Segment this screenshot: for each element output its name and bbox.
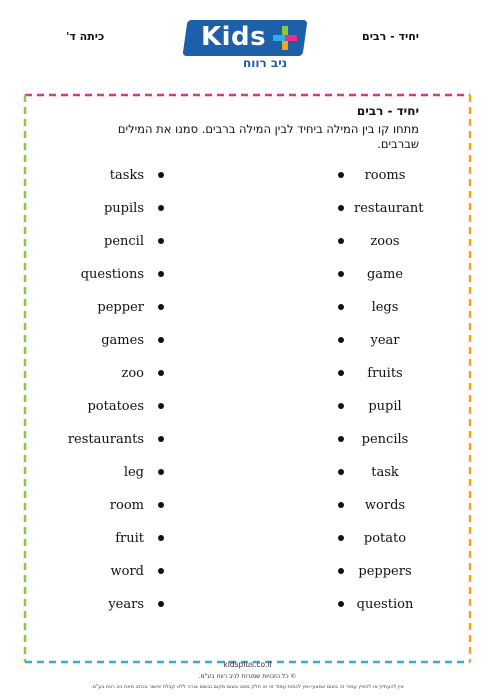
right-word: question (356, 597, 414, 612)
word-row (330, 358, 430, 391)
word-row (72, 160, 172, 193)
footer-legal: אין להעתיק או להפיץ עמוד זה בשום אמצעי ואין לכסות עמוד זה או חלק ממנו בשום מקום ובשום צורה ללא קבלת אישור בכתב מאת ניב רווח בע"מ. (91, 684, 404, 690)
logo-subtitle: ניב רווח (243, 56, 288, 70)
footer-url: kidsplus.co.il (223, 660, 272, 669)
left-word: word (110, 564, 144, 579)
left-word: games (101, 333, 144, 348)
match-dot[interactable] (158, 370, 164, 376)
left-word: restaurants (67, 432, 144, 447)
match-dot[interactable] (338, 568, 344, 574)
left-word: years (108, 597, 144, 612)
left-word-column (67, 160, 172, 622)
match-dot[interactable] (338, 535, 344, 541)
match-dot[interactable] (158, 469, 164, 475)
word-row (72, 556, 172, 589)
match-dot[interactable] (338, 337, 344, 343)
right-word: restaurant (354, 201, 424, 216)
right-word: task (371, 465, 399, 480)
word-row (67, 424, 172, 457)
word-row (330, 523, 430, 556)
right-word: fruits (367, 366, 403, 381)
match-dot[interactable] (158, 304, 164, 310)
footer-copyright: © כל הזכויות שמורות לניב רווח בע"מ. (198, 673, 297, 680)
match-dot[interactable] (338, 205, 344, 211)
match-dot[interactable] (338, 370, 344, 376)
match-dot[interactable] (338, 403, 344, 409)
word-row (330, 292, 430, 325)
right-word: words (364, 498, 406, 513)
left-word: pepper (97, 300, 144, 315)
right-word: year (370, 333, 400, 348)
word-row (72, 358, 172, 391)
word-row (330, 325, 430, 358)
right-word: legs (371, 300, 399, 315)
word-row (72, 292, 172, 325)
right-word: rooms (364, 168, 406, 183)
match-dot[interactable] (158, 205, 164, 211)
kids-plus-logo (185, 20, 309, 72)
plus-icon (273, 26, 297, 50)
exercise-title: יחיד - רבים (356, 104, 419, 118)
word-row (72, 226, 172, 259)
match-dot[interactable] (338, 469, 344, 475)
left-word: questions (80, 267, 144, 282)
right-word: potato (363, 531, 407, 546)
match-dot[interactable] (338, 502, 344, 508)
word-row (330, 226, 430, 259)
word-row (72, 490, 172, 523)
left-word: zoo (121, 366, 144, 381)
left-word: fruit (115, 531, 144, 546)
match-dot[interactable] (338, 304, 344, 310)
word-row (330, 556, 430, 589)
match-dot[interactable] (338, 271, 344, 277)
right-word: game (366, 267, 404, 282)
grade-label: כיתה ד' (66, 30, 105, 43)
left-word: potatoes (87, 399, 144, 414)
exercise-instructions: מתחו קו בין המילה ביחיד לבין המילה ברבים. סמנו את המילים שברבים. (117, 122, 419, 151)
right-word: zoos (370, 234, 400, 249)
word-row (330, 259, 430, 292)
match-dot[interactable] (338, 601, 344, 607)
right-word: pencils (361, 432, 409, 447)
match-dot[interactable] (158, 172, 164, 178)
word-row (72, 589, 172, 622)
word-row (72, 325, 172, 358)
left-word: pupils (103, 201, 144, 216)
match-dot[interactable] (158, 403, 164, 409)
match-dot[interactable] (158, 436, 164, 442)
right-word-column (330, 160, 430, 622)
match-dot[interactable] (338, 172, 344, 178)
left-word: tasks (109, 168, 144, 183)
word-row (330, 424, 430, 457)
left-word: leg (123, 465, 144, 480)
word-row (330, 193, 430, 226)
match-dot[interactable] (338, 238, 344, 244)
topic-label: יחיד - רבים (362, 30, 419, 43)
logo-text: Kids (201, 22, 267, 52)
word-row (72, 193, 172, 226)
match-dot[interactable] (158, 238, 164, 244)
word-row (330, 391, 430, 424)
right-word: peppers (358, 564, 412, 579)
match-dot[interactable] (158, 502, 164, 508)
word-row (72, 259, 172, 292)
left-word: room (109, 498, 144, 513)
match-dot[interactable] (158, 535, 164, 541)
word-row (330, 589, 430, 622)
left-word: pencil (104, 234, 144, 249)
word-row (330, 160, 430, 193)
word-row (72, 457, 172, 490)
word-row (72, 391, 172, 424)
match-dot[interactable] (158, 568, 164, 574)
match-dot[interactable] (338, 436, 344, 442)
match-dot[interactable] (158, 271, 164, 277)
match-dot[interactable] (158, 337, 164, 343)
word-row (330, 457, 430, 490)
right-word: pupil (368, 399, 402, 414)
match-dot[interactable] (158, 601, 164, 607)
word-row (72, 523, 172, 556)
word-row (330, 490, 430, 523)
